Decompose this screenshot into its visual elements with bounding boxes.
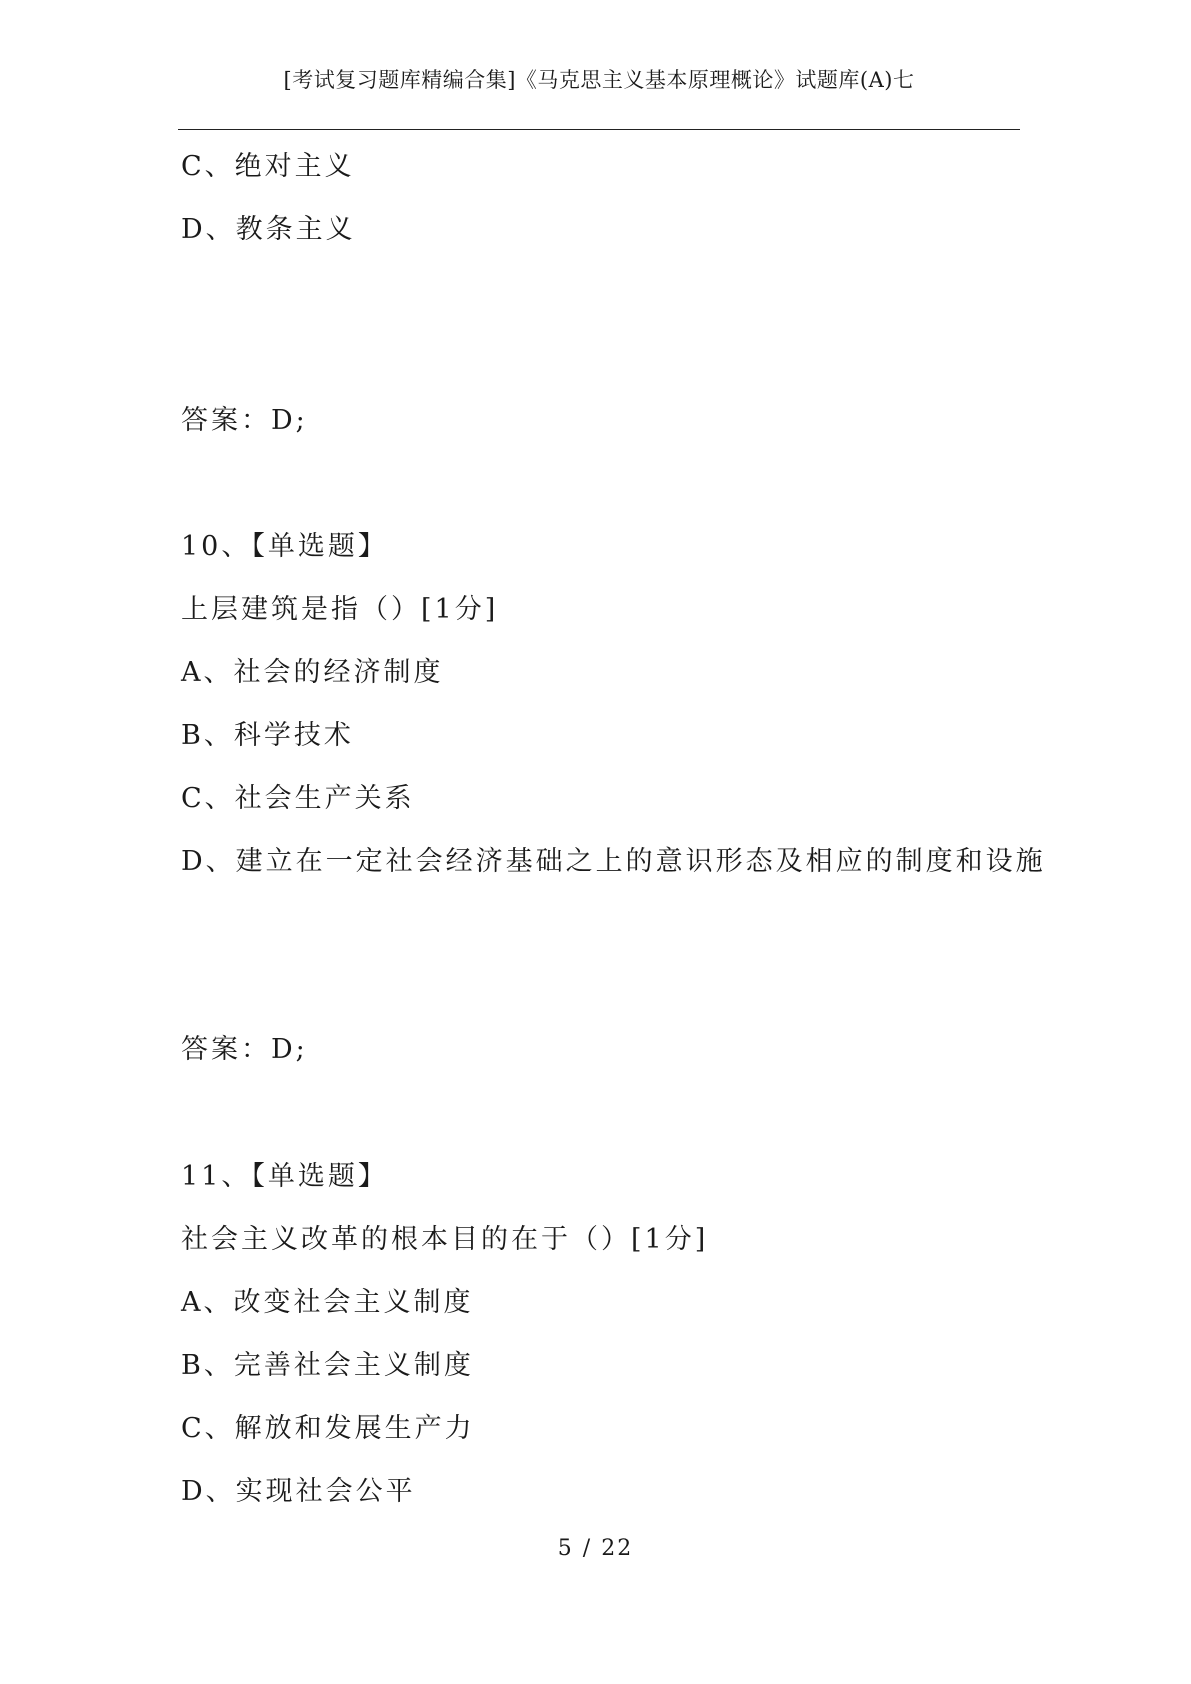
header-divider bbox=[178, 129, 1020, 130]
question-stem: 上层建筑是指（）[1分] bbox=[181, 594, 499, 625]
question-number: 11、【单选题】 bbox=[181, 1161, 388, 1192]
option-c: C、社会生产关系 bbox=[181, 783, 415, 814]
option-a: A、改变社会主义制度 bbox=[181, 1287, 474, 1318]
page-number: 5 / 22 bbox=[557, 1536, 634, 1561]
question-stem: 社会主义改革的根本目的在于（）[1分] bbox=[181, 1224, 709, 1255]
option-d: D、实现社会公平 bbox=[181, 1476, 416, 1507]
question-number: 10、【单选题】 bbox=[181, 531, 388, 562]
option-a: A、社会的经济制度 bbox=[181, 657, 444, 688]
option-d: D、建立在一定社会经济基础之上的意识形态及相应的制度和设施 bbox=[181, 846, 1046, 877]
option-b: B、完善社会主义制度 bbox=[181, 1350, 474, 1381]
option-c: C、解放和发展生产力 bbox=[181, 1413, 475, 1444]
answer-line: 答案：D; bbox=[181, 1034, 308, 1065]
option-d: D、教条主义 bbox=[181, 214, 356, 245]
running-header: [考试复习题库精编合集]《马克思主义基本原理概论》试题库(A)七 bbox=[283, 68, 915, 92]
answer-line: 答案：D; bbox=[181, 405, 308, 436]
option-c: C、绝对主义 bbox=[181, 151, 355, 182]
option-b: B、科学技术 bbox=[181, 720, 354, 751]
